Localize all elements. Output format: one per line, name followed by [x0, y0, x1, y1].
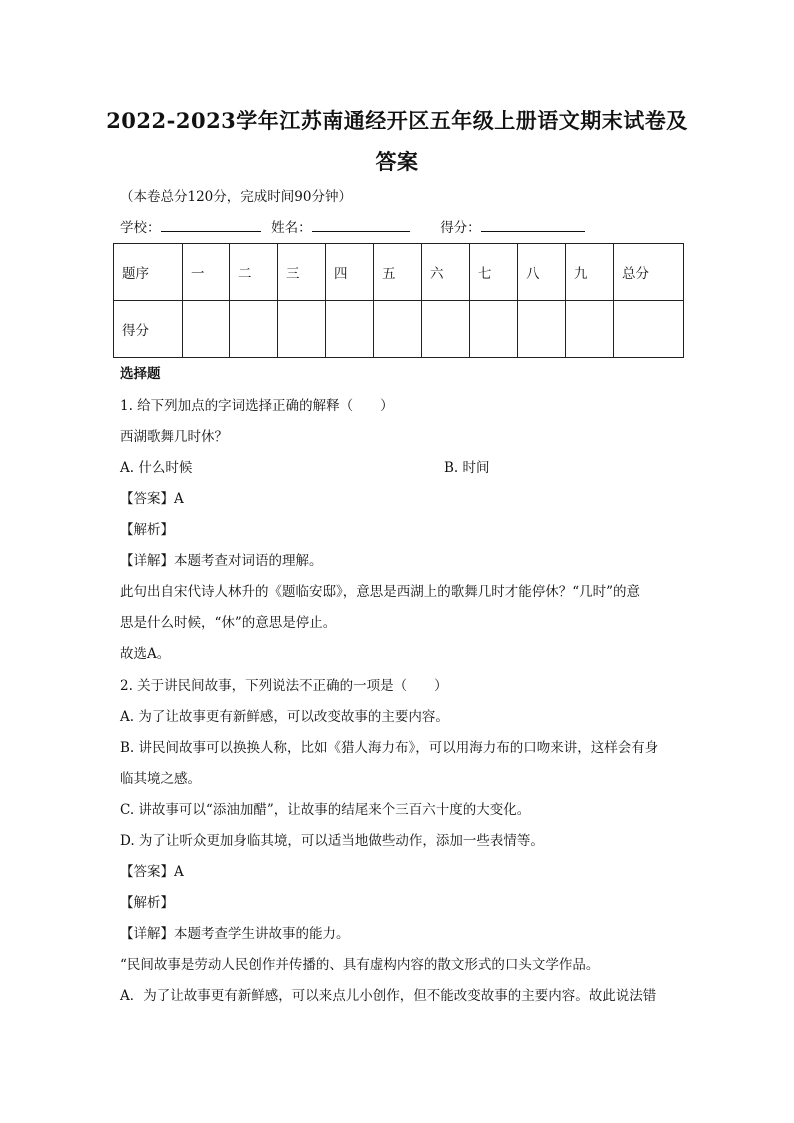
table-header-cell: 四 — [326, 244, 374, 301]
q2-detail: 【详解】本题考查学生讲故事的能力。 — [120, 926, 350, 942]
q1-conclusion: 故选A。 — [120, 646, 171, 662]
q1-option-b: B. 时间 — [444, 460, 490, 476]
score-table — [113, 243, 684, 358]
score-cell[interactable] — [278, 301, 326, 358]
q1-answer: 【答案】A — [120, 491, 184, 507]
q2-option-c: C. 讲故事可以“添油加醋”，让故事的结尾来个三百六十度的大变化。 — [120, 802, 531, 818]
table-header-cell: 二 — [230, 244, 278, 301]
table-header-cell: 一 — [183, 244, 230, 301]
q1-detail: 【详解】本题考查对词语的理解。 — [120, 553, 323, 569]
q2-analysis: 【解析】 — [120, 895, 174, 911]
table-header-cell: 五 — [374, 244, 422, 301]
score-cell[interactable] — [326, 301, 374, 358]
q2-stem: 2. 关于讲民间故事，下列说法不正确的一项是（ ） — [120, 678, 448, 694]
q2-answer: 【答案】A — [120, 864, 184, 880]
score-cell[interactable] — [230, 301, 278, 358]
q2-option-a: A. 为了让故事更有新鲜感，可以改变故事的主要内容。 — [120, 709, 449, 725]
q1-explanation: 此句出自宋代诗人林升的《题临安邸》，意思是西湖上的歌舞几时才能停休？“几时”的意 — [120, 584, 641, 600]
score-cell[interactable] — [183, 301, 230, 358]
section-heading: 选择题 — [120, 366, 161, 382]
score-cell[interactable] — [614, 301, 684, 358]
table-header-cell: 六 — [422, 244, 470, 301]
table-header-row — [114, 244, 684, 301]
q1-explanation: 思是什么时候，“休”的意思是停止。 — [120, 615, 337, 631]
score-cell[interactable] — [422, 301, 470, 358]
q1-analysis: 【解析】 — [120, 522, 174, 538]
score-cell[interactable] — [566, 301, 614, 358]
table-score-row — [114, 301, 684, 358]
score-field[interactable] — [481, 217, 585, 232]
score-cell[interactable] — [374, 301, 422, 358]
exam-info: （本卷总分120分，完成时间90分钟） — [120, 189, 352, 205]
table-header-cell: 总分 — [614, 244, 684, 301]
name-field[interactable] — [312, 217, 410, 232]
school-field[interactable] — [161, 217, 261, 232]
table-row-label: 得分 — [114, 301, 183, 358]
q2-option-b: 临其境之感。 — [120, 771, 201, 787]
q1-stem: 1. 给下列加点的字词选择正确的解释（ ） — [120, 398, 394, 414]
q2-explanation: A．为了让故事更有新鲜感，可以来点儿小创作，但不能改变故事的主要内容。故此说法错 — [120, 988, 657, 1004]
score-cell[interactable] — [518, 301, 566, 358]
q1-sentence: 西湖歌舞几时休？ — [120, 429, 228, 445]
score-cell[interactable] — [470, 301, 518, 358]
page-title: 2022-2023学年江苏南通经开区五年级上册语文期末试卷及答案 — [106, 108, 688, 174]
table-header-cell: 八 — [518, 244, 566, 301]
q2-option-d: D. 为了让听众更加身临其境，可以适当地做些动作，添加一些表情等。 — [120, 833, 544, 849]
table-header-label: 题序 — [114, 244, 183, 301]
info-fields — [120, 217, 585, 238]
school-label: 学校： — [120, 220, 161, 236]
table-header-cell: 七 — [470, 244, 518, 301]
table-header-cell: 三 — [278, 244, 326, 301]
score-label: 得分： — [440, 220, 481, 236]
q2-option-b: B. 讲民间故事可以换换人称，比如《猎人海力布》，可以用海力布的口吻来讲，这样会有身 — [120, 740, 659, 756]
q1-option-a: A. 什么时候 — [120, 460, 193, 476]
name-label: 姓名： — [271, 220, 312, 236]
table-header-cell: 九 — [566, 244, 614, 301]
q2-explanation: “民间故事是劳动人民创作并传播的、具有虚构内容的散文形式的口头文学作品。 — [120, 957, 600, 973]
